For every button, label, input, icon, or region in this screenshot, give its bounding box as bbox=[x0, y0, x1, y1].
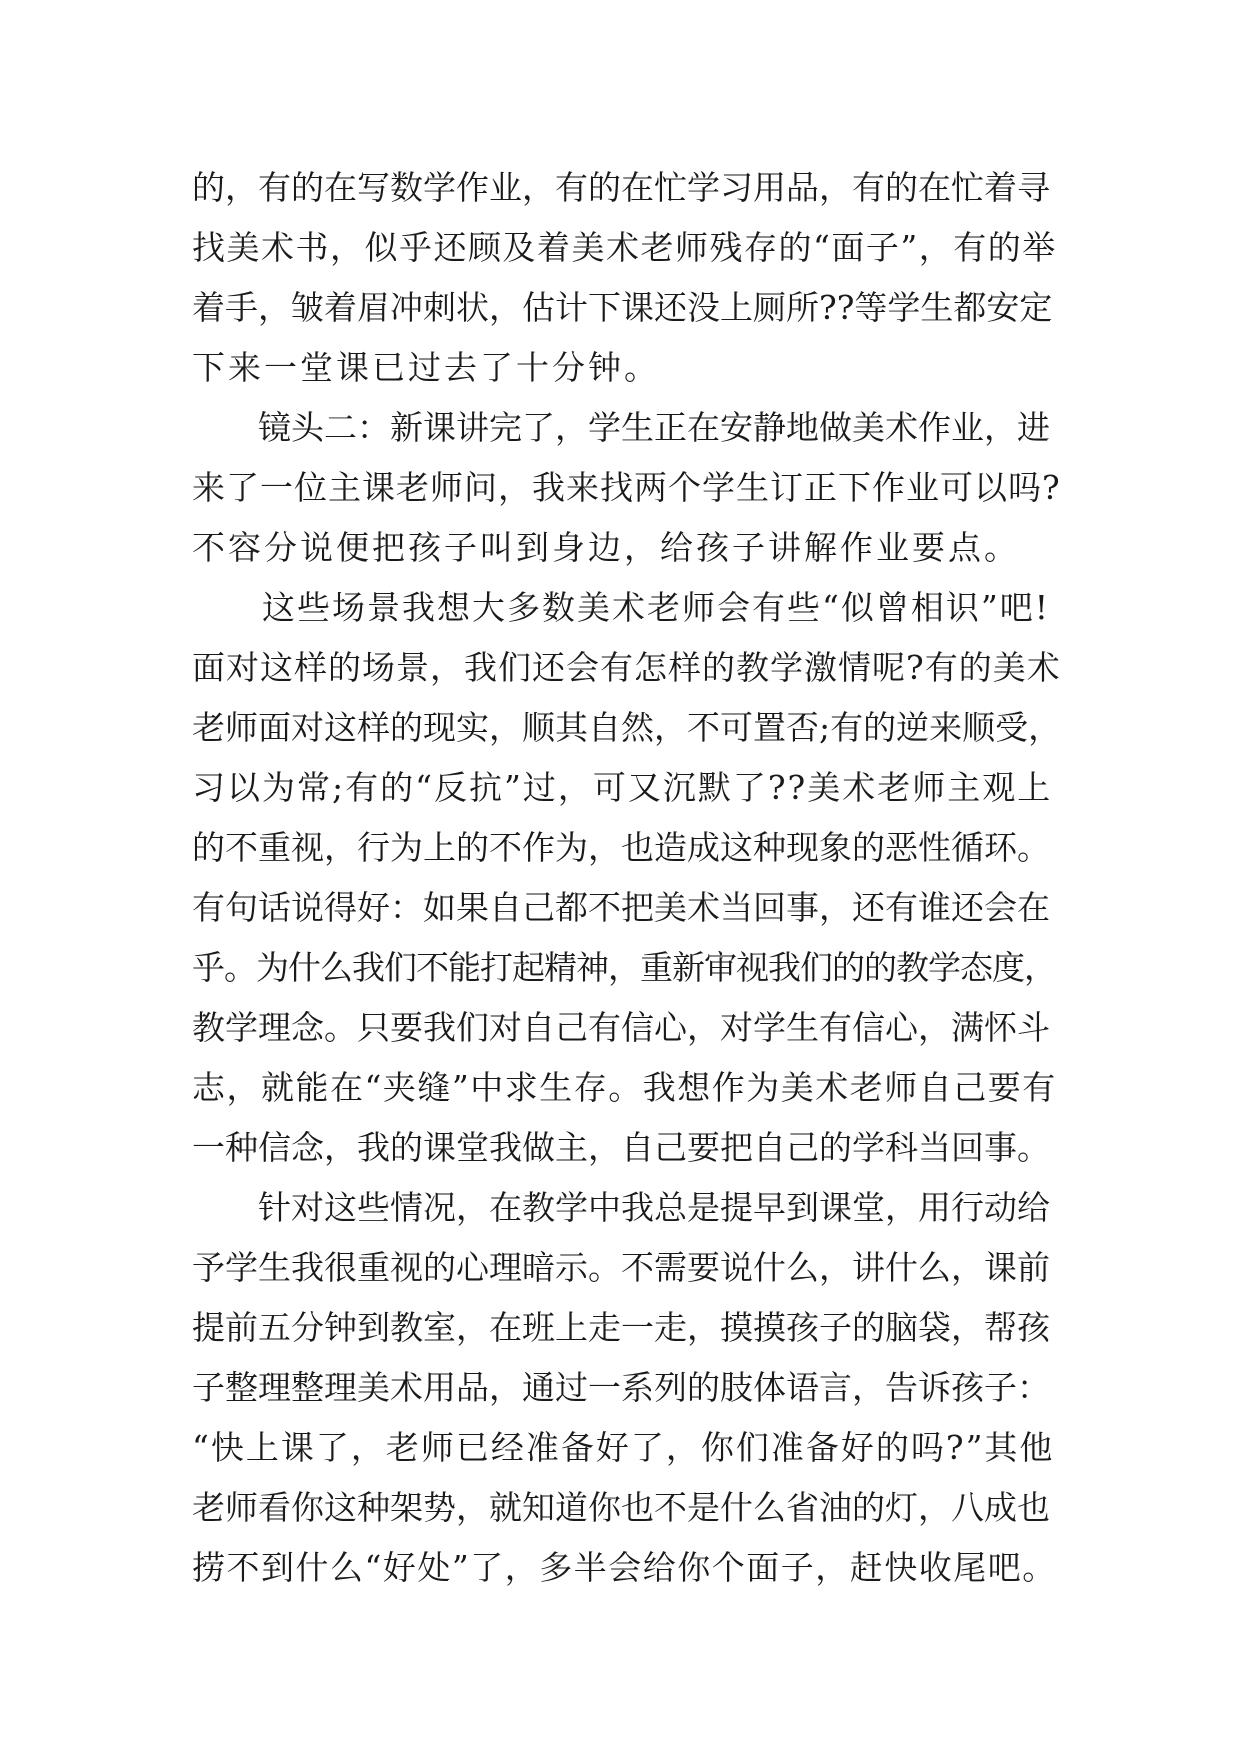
text-line: “快上课了，老师已经准备好了，你们准备好的吗?”其他 bbox=[192, 1428, 1055, 1467]
text-line: 提前五分钟到教室，在班上走一走，摸摸孩子的脑袋，帮孩 bbox=[192, 1308, 1050, 1347]
text-line: 的，有的在写数学作业，有的在忙学习用品，有的在忙着寻 bbox=[192, 168, 1050, 207]
text-line: 子整理整理美术用品，通过一系列的肢体语言，告诉孩子： bbox=[192, 1368, 1050, 1407]
text-line: 志，就能在“夹缝”中求生存。我想作为美术老师自己要有 bbox=[192, 1068, 1057, 1107]
text-line: 针对这些情况，在教学中我总是提早到课堂，用行动给 bbox=[192, 1188, 1050, 1227]
text-line: 镜头二：新课讲完了，学生正在安静地做美术作业，进 bbox=[192, 408, 1050, 447]
text-line: 找美术书，似乎还顾及着美术老师残存的“面子”，有的举 bbox=[192, 228, 1057, 267]
text-line: 老师面对这样的现实，顺其自然，不可置否;有的逆来顺受， bbox=[192, 708, 1062, 747]
text-line: 这些场景我想大多数美术老师会有些“似曾相识”吧! bbox=[192, 588, 1051, 627]
text-line: 教学理念。只要我们对自己有信心，对学生有信心，满怀斗 bbox=[192, 1008, 1050, 1047]
text-line: 面对这样的场景，我们还会有怎样的教学激情呢?有的美术 bbox=[192, 648, 1061, 687]
text-line: 来了一位主课老师问，我来找两个学生订正下作业可以吗? bbox=[192, 468, 1061, 507]
text-line: 下来一堂课已过去了十分钟。 bbox=[192, 348, 660, 387]
text-line: 的不重视，行为上的不作为，也造成这种现象的恶性循环。 bbox=[192, 828, 1050, 867]
text-line: 予学生我很重视的心理暗示。不需要说什么，讲什么，课前 bbox=[192, 1248, 1050, 1287]
text-line: 有句话说得好：如果自己都不把美术当回事，还有谁还会在 bbox=[192, 888, 1050, 927]
document-body bbox=[192, 158, 1062, 1598]
text-line: 一种信念，我的课堂我做主，自己要把自己的学科当回事。 bbox=[192, 1128, 1050, 1167]
text-line: 乎。为什么我们不能打起精神，重新审视我们的的教学态度， bbox=[192, 948, 1056, 987]
text-line: 捞不到什么“好处”了，多半会给你个面子，赶快收尾吧。 bbox=[192, 1548, 1057, 1587]
text-line: 不容分说便把孩子叫到身边，给孩子讲解作业要点。 bbox=[192, 528, 1020, 567]
text-line: 习以为常;有的“反抗”过，可又沉默了??美术老师主观上 bbox=[192, 768, 1053, 807]
text-line: 着手，皱着眉冲刺状，估计下课还没上厕所??等学生都安定 bbox=[192, 288, 1053, 327]
text-line: 老师看你这种架势，就知道你也不是什么省油的灯，八成也 bbox=[192, 1488, 1050, 1527]
